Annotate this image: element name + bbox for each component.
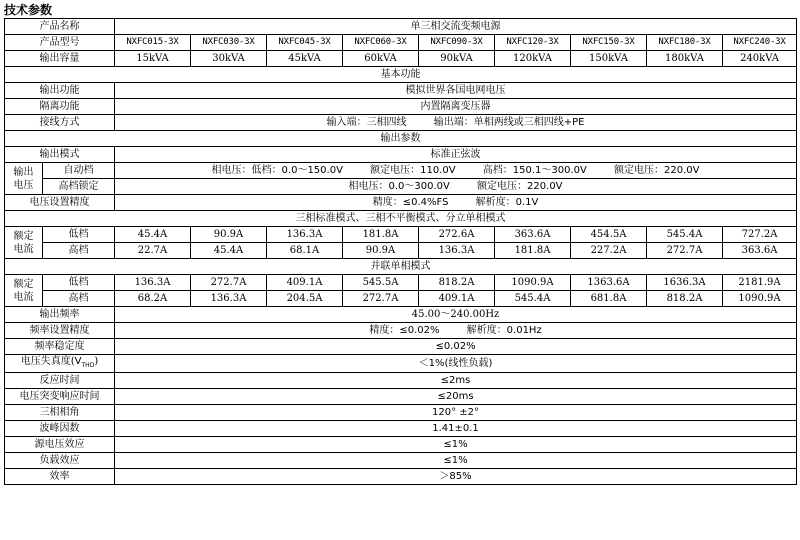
current-cell: 818.2A — [419, 275, 495, 291]
current-cell: 545.4A — [495, 291, 571, 307]
parallel-low-label: 低档 — [43, 275, 115, 291]
row-isolation — [5, 99, 797, 115]
row-parallel-high — [5, 291, 797, 307]
section-header-output: 输出参数 — [5, 131, 797, 147]
sudden-response-label: 电压突变响应时间 — [5, 389, 115, 405]
current-cell: 681.8A — [571, 291, 647, 307]
current-cell: 90.9A — [343, 243, 419, 259]
rated-current-label-line1: 额定 — [13, 230, 34, 242]
parallel-high-label: 高档 — [43, 291, 115, 307]
section-header-three-phase-modes: 三相标准模式、三相不平衡模式、分立单相模式 — [5, 211, 797, 227]
page-title: 技术参数 — [4, 3, 53, 17]
capacity-cell: 15kVA — [115, 51, 191, 67]
capacity-label: 输出容量 — [5, 51, 115, 67]
current-cell: 227.2A — [571, 243, 647, 259]
crest-factor-label: 波峰因数 — [5, 421, 115, 437]
product-name-value: 单三相交流变频电源 — [115, 19, 797, 35]
auto-range-value: 相电压：低档：0.0～150.0V 额定电压：110.0V 高档：150.1～300.0V 额定电压：220.0V — [115, 163, 797, 179]
efficiency-value: ＞85% — [115, 469, 797, 485]
parallel-rated-label-line1: 额定 — [13, 278, 34, 290]
high-lock-value: 相电压：0.0～300.0V 额定电压：220.0V — [115, 179, 797, 195]
current-cell: 727.2A — [723, 227, 797, 243]
model-cell: NXFC120-3X — [495, 35, 571, 51]
source-effect-label: 源电压效应 — [5, 437, 115, 453]
row-output-mode — [5, 147, 797, 163]
row-mode3-section — [5, 211, 797, 227]
row-frequency-precision — [5, 323, 797, 339]
row-mode3-high — [5, 243, 797, 259]
high-range-label: 高档 — [43, 243, 115, 259]
output-voltage-label-line2: 电压 — [13, 179, 34, 191]
current-cell: 1636.3A — [647, 275, 723, 291]
load-effect-value: ≤1% — [115, 453, 797, 469]
current-cell: 90.9A — [191, 227, 267, 243]
rated-current-label — [5, 227, 43, 259]
capacity-cell: 120kVA — [495, 51, 571, 67]
efficiency-label: 效率 — [5, 469, 115, 485]
section-header-parallel: 并联单相模式 — [5, 259, 797, 275]
row-voltage-auto — [5, 163, 797, 179]
capacity-cell: 90kVA — [419, 51, 495, 67]
current-cell: 2181.9A — [723, 275, 797, 291]
current-cell: 136.3A — [191, 291, 267, 307]
model-cell: NXFC150-3X — [571, 35, 647, 51]
row-efficiency — [5, 469, 797, 485]
row-phase-angle — [5, 405, 797, 421]
capacity-cell: 45kVA — [267, 51, 343, 67]
current-cell: 272.7A — [191, 275, 267, 291]
capacity-cell: 180kVA — [647, 51, 723, 67]
sudden-response-value: ≤20ms — [115, 389, 797, 405]
current-cell: 136.3A — [115, 275, 191, 291]
row-output-section — [5, 131, 797, 147]
parallel-rated-current-label — [5, 275, 43, 307]
phase-angle-value: 120° ±2° — [115, 405, 797, 421]
row-wiring — [5, 115, 797, 131]
row-mode3-low — [5, 227, 797, 243]
model-cell: NXFC015-3X — [115, 35, 191, 51]
thd-label — [5, 355, 115, 373]
wiring-label: 接线方式 — [5, 115, 115, 131]
current-cell: 136.3A — [267, 227, 343, 243]
current-cell: 545.5A — [343, 275, 419, 291]
current-cell: 272.7A — [343, 291, 419, 307]
current-cell: 363.6A — [723, 243, 797, 259]
thd-label-text: 电压失真度(V — [20, 356, 82, 367]
load-effect-label: 负载效应 — [5, 453, 115, 469]
model-cell: NXFC045-3X — [267, 35, 343, 51]
model-cell: NXFC030-3X — [191, 35, 267, 51]
output-function-value: 模拟世界各国电网电压 — [115, 83, 797, 99]
model-cell: NXFC090-3X — [419, 35, 495, 51]
thd-label-subscript: THD — [81, 362, 95, 369]
row-model — [5, 35, 797, 51]
output-mode-label: 输出模式 — [5, 147, 115, 163]
current-cell: 454.5A — [571, 227, 647, 243]
current-cell: 204.5A — [267, 291, 343, 307]
row-load-effect — [5, 453, 797, 469]
product-name-label: 产品名称 — [5, 19, 115, 35]
high-lock-label: 高档锁定 — [43, 179, 115, 195]
phase-angle-label: 三相相角 — [5, 405, 115, 421]
response-time-label: 反应时间 — [5, 373, 115, 389]
row-product-name — [5, 19, 797, 35]
row-parallel-section — [5, 259, 797, 275]
isolation-value: 内置隔离变压器 — [115, 99, 797, 115]
wiring-value: 输入端：三相四线 输出端：单相两线或三相四线+PE — [115, 115, 797, 131]
voltage-precision-label: 电压设置精度 — [5, 195, 115, 211]
current-cell: 818.2A — [647, 291, 723, 307]
current-cell: 1363.6A — [571, 275, 647, 291]
output-voltage-label — [5, 163, 43, 195]
row-voltage-high-lock — [5, 179, 797, 195]
frequency-precision-value: 精度：≤0.02% 解析度：0.01Hz — [115, 323, 797, 339]
frequency-precision-label: 频率设置精度 — [5, 323, 115, 339]
row-frequency-stability — [5, 339, 797, 355]
row-basic-section — [5, 67, 797, 83]
output-function-label: 输出功能 — [5, 83, 115, 99]
current-cell: 181.8A — [495, 243, 571, 259]
current-cell: 409.1A — [267, 275, 343, 291]
capacity-cell: 30kVA — [191, 51, 267, 67]
rated-current-label-line2: 电流 — [13, 243, 34, 255]
current-cell: 545.4A — [647, 227, 723, 243]
current-cell: 1090.9A — [723, 291, 797, 307]
current-cell: 363.6A — [495, 227, 571, 243]
current-cell: 136.3A — [419, 243, 495, 259]
capacity-cell: 150kVA — [571, 51, 647, 67]
current-cell: 1090.9A — [495, 275, 571, 291]
thd-label-close: ) — [94, 356, 99, 367]
frequency-stability-label: 频率稳定度 — [5, 339, 115, 355]
current-cell: 68.1A — [267, 243, 343, 259]
row-capacity — [5, 51, 797, 67]
parallel-rated-label-line2: 电流 — [13, 291, 34, 303]
current-cell: 45.4A — [191, 243, 267, 259]
output-mode-value: 标准正弦波 — [115, 147, 797, 163]
model-label: 产品型号 — [5, 35, 115, 51]
output-frequency-label: 输出频率 — [5, 307, 115, 323]
current-cell: 22.7A — [115, 243, 191, 259]
row-crest-factor — [5, 421, 797, 437]
crest-factor-value: 1.41±0.1 — [115, 421, 797, 437]
model-cell: NXFC060-3X — [343, 35, 419, 51]
row-output-function — [5, 83, 797, 99]
current-cell: 181.8A — [343, 227, 419, 243]
response-time-value: ≤2ms — [115, 373, 797, 389]
row-source-effect — [5, 437, 797, 453]
current-cell: 272.6A — [419, 227, 495, 243]
auto-range-label: 自动档 — [43, 163, 115, 179]
output-frequency-value: 45.00～240.00Hz — [115, 307, 797, 323]
row-parallel-low — [5, 275, 797, 291]
frequency-stability-value: ≤0.02% — [115, 339, 797, 355]
current-cell: 45.4A — [115, 227, 191, 243]
thd-value: ＜1%(线性负载) — [115, 355, 797, 373]
current-cell: 68.2A — [115, 291, 191, 307]
spec-table — [4, 18, 797, 485]
model-cell: NXFC240-3X — [723, 35, 797, 51]
row-output-frequency — [5, 307, 797, 323]
capacity-cell: 60kVA — [343, 51, 419, 67]
row-sudden-response — [5, 389, 797, 405]
current-cell: 409.1A — [419, 291, 495, 307]
isolation-label: 隔离功能 — [5, 99, 115, 115]
current-cell: 272.7A — [647, 243, 723, 259]
row-thd — [5, 355, 797, 373]
low-range-label: 低档 — [43, 227, 115, 243]
row-response-time — [5, 373, 797, 389]
model-cell: NXFC180-3X — [647, 35, 723, 51]
output-voltage-label-line1: 输出 — [13, 166, 34, 178]
section-header-basic: 基本功能 — [5, 67, 797, 83]
voltage-precision-value: 精度：≤0.4%FS 解析度：0.1V — [115, 195, 797, 211]
capacity-cell: 240kVA — [723, 51, 797, 67]
source-effect-value: ≤1% — [115, 437, 797, 453]
row-voltage-precision — [5, 195, 797, 211]
